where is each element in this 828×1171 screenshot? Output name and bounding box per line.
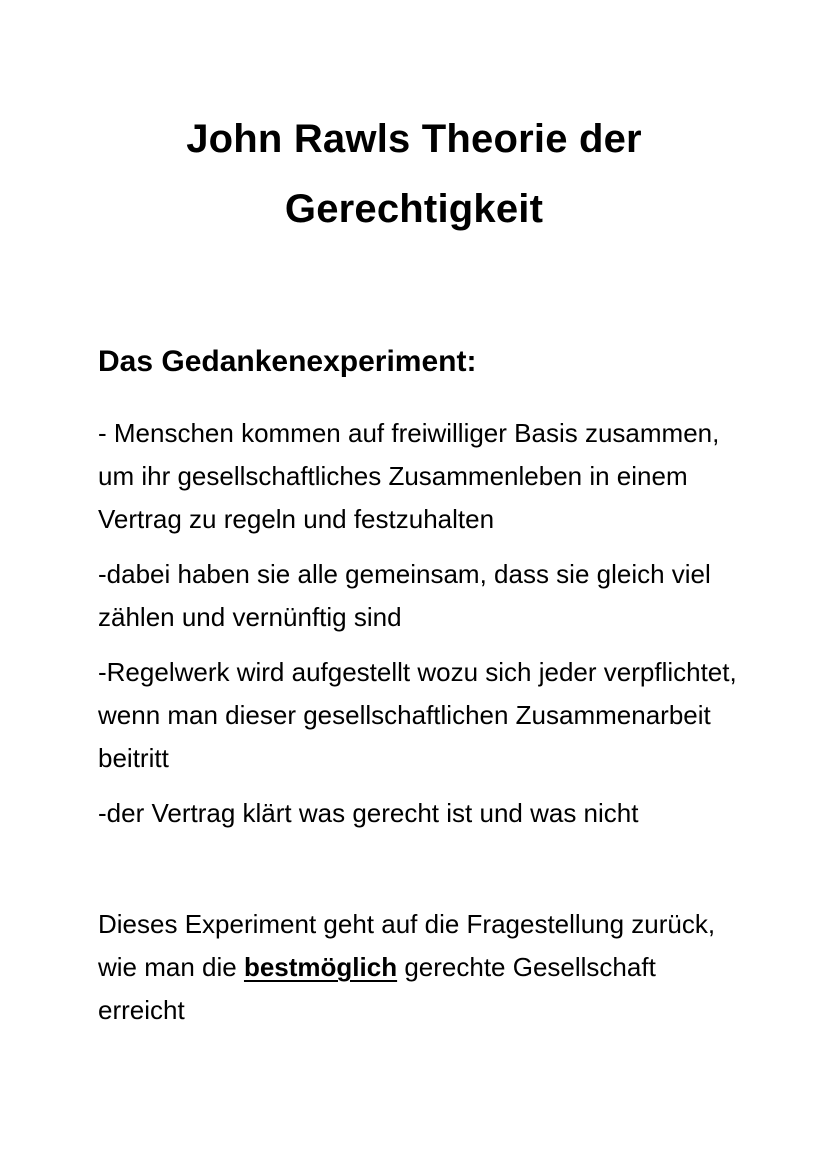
closing-text-after: gerechte Gesellschaft erreicht (98, 952, 656, 1025)
closing-paragraph (98, 903, 738, 1032)
section-heading: Das Gedankenexperiment: (98, 345, 477, 378)
bullet-point-2: -dabei haben sie alle gemeinsam, dass sie gleich viel zählen und vernünftig sind (98, 559, 711, 632)
closing-emphasis: bestmöglich (243, 952, 398, 982)
title-line-2: Gerechtigkeit (284, 187, 544, 231)
title-line-1: John Rawls Theorie der (186, 117, 642, 161)
bullet-point-4: -der Vertrag klärt was gerecht ist und was nicht (98, 798, 639, 828)
bullet-point-1: - Menschen kommen auf freiwilliger Basis zusammen, um ihr gesellschaftliches Zusammenleben in einem Vertrag zu regeln und festzuhalten (98, 418, 720, 534)
closing-text-before: Dieses Experiment geht auf die Fragestellung zurück, wie man die (98, 909, 716, 982)
document-title (0, 104, 828, 244)
bullet-point-3: -Regelwerk wird aufgestellt wozu sich jeder verpflichtet, wenn man dieser gesellschaftlichen Zusammenarbeit beitritt (98, 657, 737, 773)
document-body (98, 334, 738, 1044)
